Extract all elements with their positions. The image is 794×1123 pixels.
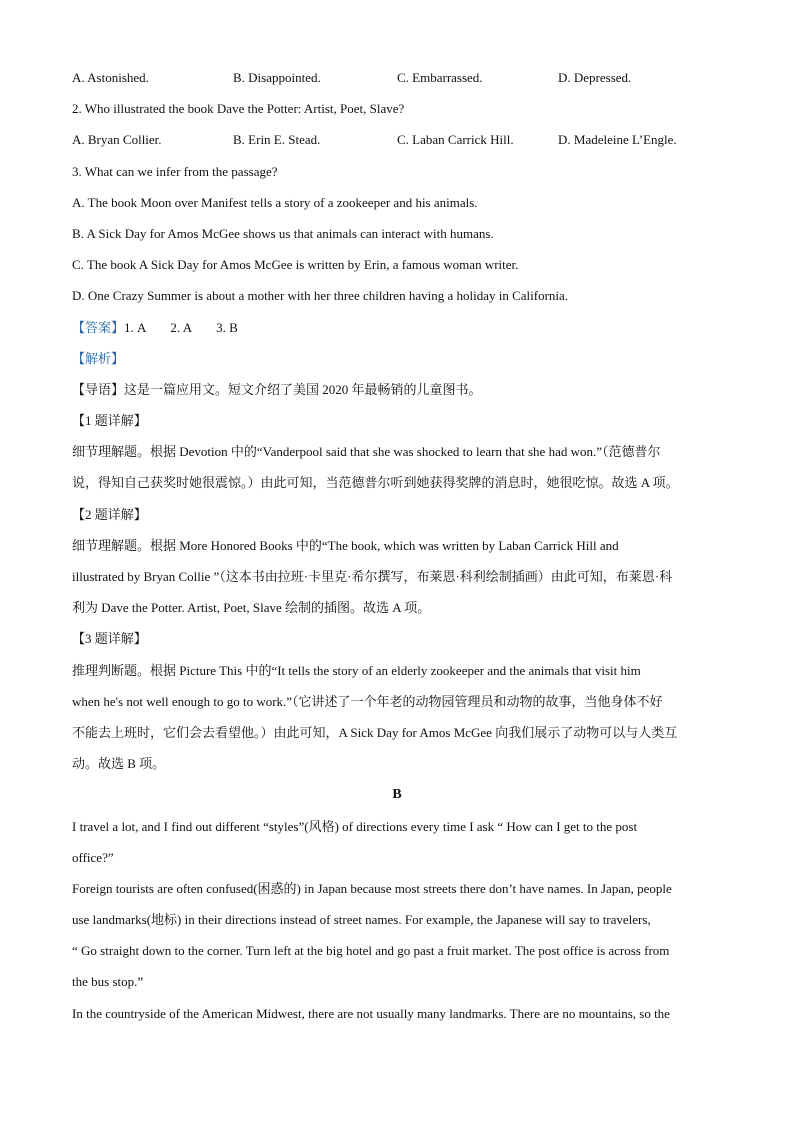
analysis-tag: 【解析】	[72, 350, 125, 366]
q3-option-c: C. The book A Sick Day for Amos McGee is written by Erin, a famous woman writer.	[72, 257, 519, 273]
q2-question: 2. Who illustrated the book Dave the Potter: Artist, Poet, Slave?	[72, 101, 405, 117]
detail1-line: 细节理解题。根据 Devotion 中的“Vanderpool said that she was shocked to learn that she had won.”（范德普尔	[72, 444, 661, 460]
detail2-line: illustrated by Bryan Collie ”（这本书由拉班·卡里克·希尔撰写，布莱恩·科利绘制插画）由此可知，布莱恩·科	[72, 569, 673, 584]
detail3-tag: 【3 题详解】	[72, 631, 147, 647]
section-b-paragraph-line: In the countryside of the American Midwest, there are not usually many landmarks. There are no mountains, so the	[72, 1005, 670, 1021]
intro-text: 这是一篇应用文。短文介绍了美国 2020 年最畅销的儿童图书。	[124, 381, 482, 397]
detail3-line: 动。故选 B 项。	[72, 756, 166, 772]
section-b-paragraph-line: the bus stop.”	[72, 974, 144, 990]
q2-options	[72, 124, 722, 155]
q1-option-c: C. Embarrassed.	[397, 70, 483, 85]
section-b-paragraph-line: “ Go straight down to the corner. Turn left at the big hotel and go past a fruit market. The post office is across from	[72, 943, 670, 959]
detail3-line: when he's not well enough to go to work.”（它讲述了一个年老的动物园管理员和动物的故事，当他身体不好	[72, 693, 663, 709]
analysis-line	[72, 343, 722, 374]
detail3-line: 推理判断题。根据 Picture This 中的“It tells the story of an elderly zookeeper and the animals that visit him	[72, 662, 641, 678]
q2-option-c: C. Laban Carrick Hill.	[397, 132, 514, 148]
q3-question: 3. What can we infer from the passage?	[72, 163, 278, 179]
section-b-paragraph-line: I travel a lot, and I find out different “styles”(风格) of directions every time I ask “ How can I get to the post	[72, 818, 638, 834]
detail2-line: 利为 Dave the Potter. Artist, Poet, Slave 绘制的插图。故选 A 项。	[72, 600, 431, 616]
answer-line	[72, 312, 722, 343]
q1-option-d: D. Depressed.	[558, 70, 632, 85]
detail2-line: 细节理解题。根据 More Honored Books 中的“The book, which was written by Laban Carrick Hill and	[72, 537, 619, 553]
section-b-paragraph-line: use landmarks(地标) in their directions instead of street names. For example, the Japanese will say to travelers,	[72, 912, 651, 928]
q3-option-b: B. A Sick Day for Amos McGee shows us that animals can interact with humans.	[72, 225, 494, 241]
intro-tag: 【导语】	[72, 381, 125, 397]
q1-options	[72, 62, 722, 93]
section-b-paragraph-line: Foreign tourists are often confused(困惑的) in Japan because most streets there don’t have names. In Japan, people	[72, 880, 672, 896]
q3-option-a: A. The book Moon over Manifest tells a story of a zookeeper and his animals.	[72, 194, 478, 210]
q2-option-a: A. Bryan Collier.	[72, 132, 162, 148]
section-b-paragraph-line: office?”	[72, 849, 114, 865]
q2-option-b: B. Erin E. Stead.	[233, 132, 321, 148]
document-page	[72, 62, 722, 1029]
answer-item: 2. A	[170, 319, 193, 335]
q1-option-a: A. Astonished.	[72, 70, 149, 85]
detail1-tag: 【1 题详解】	[72, 413, 147, 429]
section-b-heading: B	[392, 787, 402, 803]
answer-item: 1. A	[124, 319, 147, 335]
detail3-line: 不能去上班时，它们会去看望他。）由此可知，A Sick Day for Amos McGee 向我们展示了动物可以与人类互	[72, 724, 678, 740]
answer-item: 3. B	[216, 319, 238, 335]
detail2-tag: 【2 题详解】	[72, 506, 147, 522]
detail1-line: 说，得知自己获奖时她很震惊。）由此可知，当范德普尔听到她获得奖牌的消息时，她很吃惊。故选 A 项。	[72, 475, 679, 491]
q2-option-d: D. Madeleine L’Engle.	[558, 132, 677, 148]
q3-option-d: D. One Crazy Summer is about a mother with her three children having a holiday in California.	[72, 288, 569, 304]
answer-tag: 【答案】	[72, 319, 125, 335]
intro-line	[72, 374, 722, 405]
q1-option-b: B. Disappointed.	[233, 70, 321, 85]
